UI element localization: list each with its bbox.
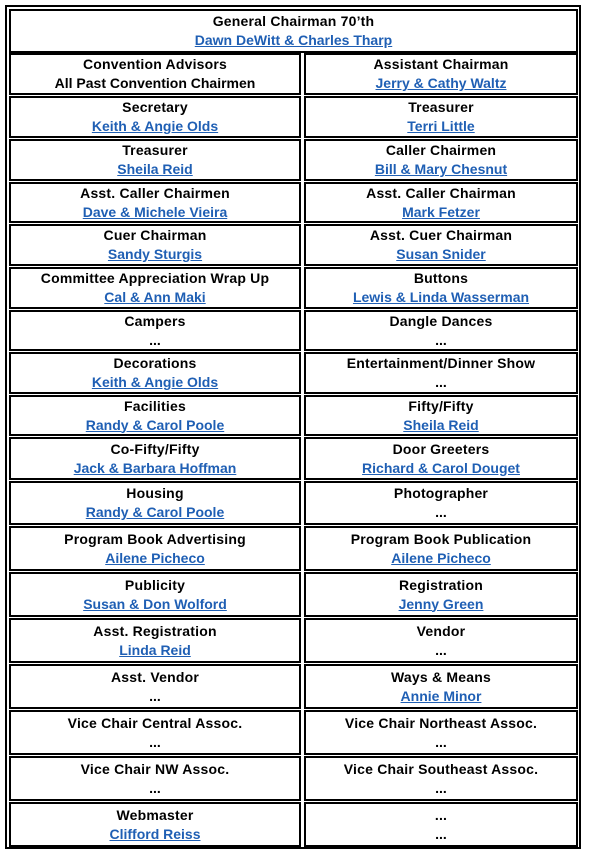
role-title: Treasurer	[408, 99, 474, 115]
member-name-link[interactable]: Sheila Reid	[117, 161, 193, 177]
committee-cell-left	[9, 664, 301, 709]
committee-cell-right	[304, 802, 578, 847]
member-name-link[interactable]: Jerry & Cathy Waltz	[375, 75, 507, 91]
committee-cell-right	[304, 395, 578, 436]
committee-cell-left	[9, 481, 301, 525]
member-name-link[interactable]: Clifford Reiss	[109, 825, 201, 842]
committee-cell-left	[9, 395, 301, 436]
committee-cell-left	[9, 310, 301, 351]
member-name-link[interactable]: Randy & Carol Poole	[85, 416, 225, 433]
vacant-placeholder: ...	[149, 687, 161, 704]
vacant-placeholder: ...	[149, 733, 161, 750]
committee-cell-left	[9, 224, 301, 266]
committee-cell-left	[9, 572, 301, 617]
role-title: Assistant Chairman	[373, 56, 509, 72]
vacant-placeholder: ...	[435, 641, 447, 658]
role-title: Registration	[398, 576, 484, 593]
role-title: Committee Appreciation Wrap Up	[40, 270, 270, 286]
committee-cell-left	[9, 352, 301, 394]
role-title: Publicity	[124, 576, 186, 593]
committee-cell-right	[304, 139, 578, 181]
role-title: Convention Advisors	[82, 56, 228, 72]
member-name-link[interactable]: Susan Snider	[396, 246, 486, 262]
role-note: All Past Convention Chairmen	[54, 75, 256, 91]
member-name-link[interactable]: Ailene Picheco	[391, 549, 491, 566]
role-title: Program Book Advertising	[64, 530, 246, 547]
role-title: Entertainment/Dinner Show	[346, 355, 536, 371]
role-title: Campers	[124, 312, 186, 329]
vacant-placeholder: ...	[435, 331, 447, 348]
member-name-link[interactable]: Linda Reid	[119, 641, 191, 658]
role-title: Dangle Dances	[389, 312, 493, 329]
member-name-link[interactable]: Jenny Green	[398, 595, 484, 612]
general-chairman-cell	[9, 9, 578, 53]
role-title: Vendor	[416, 622, 466, 639]
role-title: Asst. Cuer Chairman	[369, 227, 513, 243]
role-title: Cuer Chairman	[103, 227, 207, 243]
role-title: Ways & Means	[391, 668, 491, 685]
committee-cell-left	[9, 710, 301, 755]
member-name-link[interactable]: Bill & Mary Chesnut	[374, 161, 508, 177]
member-name-link[interactable]: Susan & Don Wolford	[83, 595, 227, 612]
role-title: Vice Chair Central Assoc.	[67, 714, 243, 731]
role-title: Asst. Caller Chairman	[366, 184, 516, 201]
role-title: Vice Chair Southeast Assoc.	[343, 760, 539, 777]
committee-cell-right	[304, 526, 578, 571]
committee-cell-left	[9, 618, 301, 663]
vacant-placeholder: ...	[435, 374, 447, 390]
committee-cell-left	[9, 182, 301, 223]
member-name-link[interactable]: Ailene Picheco	[105, 549, 205, 566]
member-name-link[interactable]: Richard & Carol Douget	[362, 459, 520, 476]
committee-cell-right	[304, 756, 578, 801]
committee-cell-right	[304, 53, 578, 95]
role-title: Treasurer	[122, 142, 188, 158]
committee-cell-right	[304, 267, 578, 309]
role-title: Asst. Caller Chairmen	[80, 184, 230, 201]
member-name-link[interactable]: Keith & Angie Olds	[91, 374, 219, 390]
role-title: Fifty/Fifty	[408, 397, 474, 414]
vacant-placeholder: ...	[435, 504, 447, 520]
committee-cell-right	[304, 352, 578, 394]
committee-cell-right	[304, 618, 578, 663]
committee-cell-right	[304, 310, 578, 351]
committee-cell-right	[304, 224, 578, 266]
member-name-link[interactable]: Mark Fetzer	[402, 203, 480, 220]
vacant-placeholder: ...	[149, 779, 161, 796]
role-title: Vice Chair Northeast Assoc.	[344, 714, 538, 731]
vacant-placeholder: ...	[435, 733, 447, 750]
role-title: Secretary	[122, 99, 188, 115]
role-title: ...	[434, 806, 448, 823]
committee-cell-right	[304, 572, 578, 617]
committee-cell-left	[9, 526, 301, 571]
role-title: Asst. Vendor	[111, 668, 199, 685]
member-name-link[interactable]: Dave & Michele Vieira	[82, 203, 228, 220]
member-name-link[interactable]: Terri Little	[407, 118, 475, 134]
member-name-link[interactable]: Jack & Barbara Hoffman	[73, 459, 237, 476]
role-title: Buttons	[413, 270, 469, 286]
vacant-placeholder: ...	[435, 825, 447, 842]
member-name-link[interactable]: Annie Minor	[400, 687, 482, 704]
role-title: Co-Fifty/Fifty	[110, 440, 200, 457]
committee-cell-left	[9, 139, 301, 181]
role-title: Program Book Publication	[350, 530, 532, 547]
role-title: Webmaster	[116, 806, 194, 823]
role-title: Housing	[126, 485, 184, 501]
role-title: Facilities	[124, 397, 186, 414]
member-name-link[interactable]: Keith & Angie Olds	[91, 118, 219, 134]
member-name-link[interactable]: Lewis & Linda Wasserman	[352, 289, 530, 305]
role-title: Decorations	[113, 355, 197, 371]
committee-cell-left	[9, 53, 301, 95]
role-title: Caller Chairmen	[385, 142, 497, 158]
role-title: Door Greeters	[392, 440, 490, 457]
committee-cell-left	[9, 756, 301, 801]
role-title: Photographer	[393, 485, 489, 501]
committee-cell-right	[304, 481, 578, 525]
committee-cell-left	[9, 267, 301, 309]
member-name-link[interactable]: Sheila Reid	[403, 416, 479, 433]
committee-cell-right	[304, 710, 578, 755]
committee-cell-left	[9, 802, 301, 847]
committee-cell-left	[9, 96, 301, 138]
committee-cell-right	[304, 96, 578, 138]
role-title: Vice Chair NW Assoc.	[80, 760, 230, 777]
committee-cell-left	[9, 437, 301, 480]
member-name-link[interactable]: Randy & Carol Poole	[85, 504, 225, 520]
role-title: Asst. Registration	[93, 622, 217, 639]
committee-cell-right	[304, 182, 578, 223]
committee-cell-right	[304, 664, 578, 709]
role-title: General Chairman 70’th	[212, 13, 375, 29]
vacant-placeholder: ...	[149, 331, 161, 348]
member-name-link[interactable]: Dawn DeWitt & Charles Tharp	[194, 32, 393, 48]
member-name-link[interactable]: Sandy Sturgis	[107, 246, 203, 262]
vacant-placeholder: ...	[435, 779, 447, 796]
member-name-link[interactable]: Cal & Ann Maki	[104, 289, 206, 305]
committee-cell-right	[304, 437, 578, 480]
